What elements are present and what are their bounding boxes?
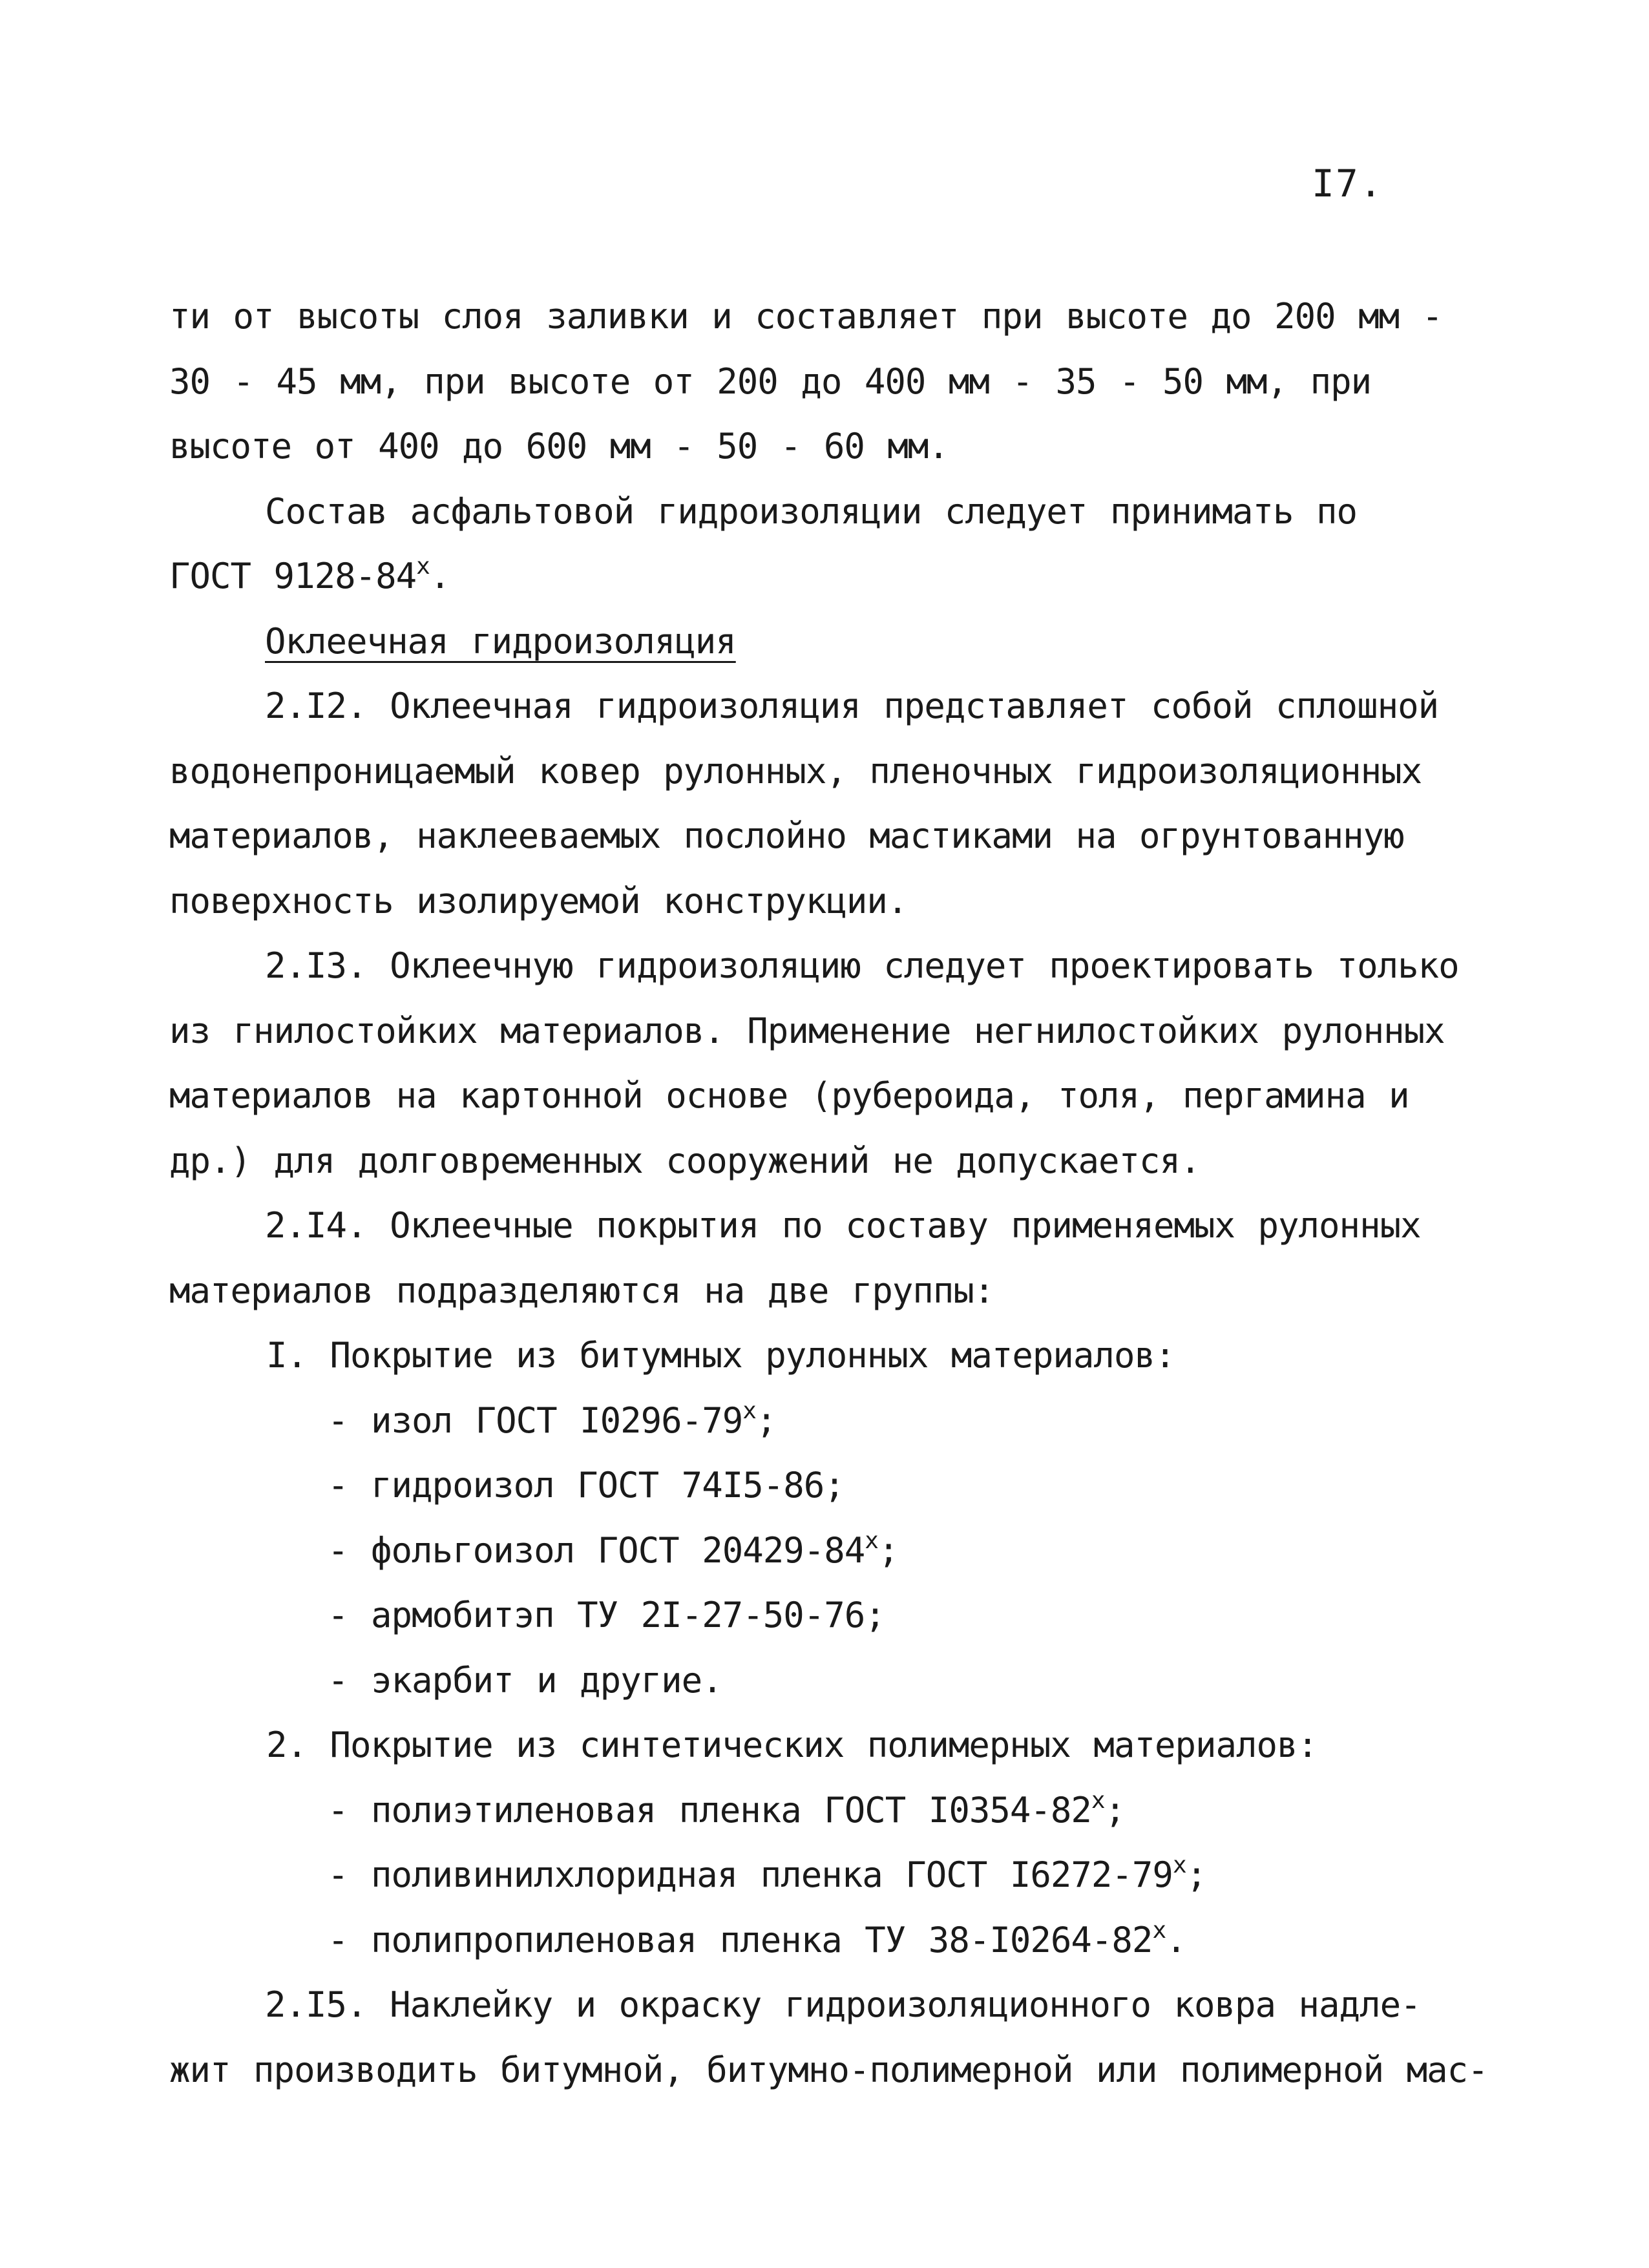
text-line: поверхность изолируемой конструкции. xyxy=(169,880,908,921)
line-ending: ; xyxy=(1104,1789,1126,1831)
list-item xyxy=(169,1843,1500,1908)
text-line-with-superscript xyxy=(169,544,1500,609)
line-ending: ; xyxy=(755,1400,777,1441)
list-item-text: - изол ГОСТ I0296-79 xyxy=(328,1400,743,1441)
text-line: 2.I2. Оклеечная гидроизоляция представляет собой сплошной xyxy=(265,686,1439,726)
list-item xyxy=(169,1518,1500,1584)
text-line: ти от высоты слоя заливки и составляет при высоте до 200 мм - xyxy=(169,296,1443,337)
line-text: ГОСТ 9128-84 xyxy=(169,556,417,596)
text-line: 2.I4. Оклеечные покрытия по составу применяемых рулонных xyxy=(265,1205,1421,1246)
section-heading-text: Оклеечная гидроизоляция xyxy=(265,620,736,662)
list-item-text: - фольгоизол ГОСТ 20429-84 xyxy=(328,1529,865,1571)
list-item xyxy=(169,1778,1500,1843)
line-ending: ; xyxy=(877,1529,899,1571)
list-item-text: - поливинилхлоридная пленка ГОСТ I6272-79 xyxy=(328,1854,1173,1895)
superscript-mark: х xyxy=(416,553,430,580)
text-line: Состав асфальтовой гидроизоляции следует принимать по xyxy=(265,490,1358,532)
line-ending: . xyxy=(429,556,450,596)
superscript-mark: х xyxy=(742,1397,756,1424)
text-line: водонепроницаемый ковер рулонных, пленочных гидроизоляционных xyxy=(169,750,1422,792)
text-line: 2.I5. Наклейку и окраску гидроизоляционного ковра надле- xyxy=(265,1984,1421,2025)
list-item-text: - полипропиленовая пленка ТУ 38-I0264-82 xyxy=(328,1919,1153,1960)
text-line: материалов подразделяются на две группы: xyxy=(169,1270,994,1311)
document-body xyxy=(169,284,1500,2103)
page-number: I7. xyxy=(1312,162,1383,205)
list-item xyxy=(169,1908,1500,1973)
text-line: высоте от 400 до 600 мм - 50 - 60 мм. xyxy=(169,426,949,467)
line-ending: ; xyxy=(1186,1854,1207,1895)
text-line: 2.I3. Оклеечную гидроизоляцию следует проектировать только xyxy=(265,945,1459,986)
list-heading: I. Покрытие из битумных рулонных материалов: xyxy=(266,1335,1175,1376)
list-item: - экарбит и другие. xyxy=(328,1659,722,1701)
section-heading xyxy=(169,609,1500,675)
superscript-mark: х xyxy=(1152,1916,1166,1944)
list-item: - армобитэп ТУ 2I-27-50-76; xyxy=(328,1595,885,1635)
text-line: материалов на картонной основе (рубероида, толя, пергамина и xyxy=(169,1075,1409,1116)
superscript-mark: х xyxy=(1172,1852,1186,1878)
text-line: др.) для долговременных сооружений не допускается. xyxy=(169,1140,1201,1181)
line-ending: . xyxy=(1166,1919,1186,1960)
text-line: жит производить битумной, битумно-полимерной или полимерной мас- xyxy=(169,2049,1488,2090)
text-line: из гнилостойких материалов. Применение негнилостойких рулонных xyxy=(169,1010,1445,1051)
list-item: - гидроизол ГОСТ 74I5-86; xyxy=(328,1465,845,1506)
superscript-mark: х xyxy=(1091,1787,1105,1814)
list-heading: 2. Покрытие из синтетических полимерных материалов: xyxy=(266,1725,1318,1765)
superscript-mark: х xyxy=(865,1527,878,1554)
list-item xyxy=(169,1389,1500,1454)
text-line: материалов, наклееваемых послойно мастиками на огрунтованную xyxy=(169,815,1404,856)
text-line: 30 - 45 мм, при высоте от 200 до 400 мм - 35 - 50 мм, при xyxy=(169,361,1372,402)
list-item-text: - полиэтиленовая пленка ГОСТ I0354-82 xyxy=(328,1789,1091,1831)
